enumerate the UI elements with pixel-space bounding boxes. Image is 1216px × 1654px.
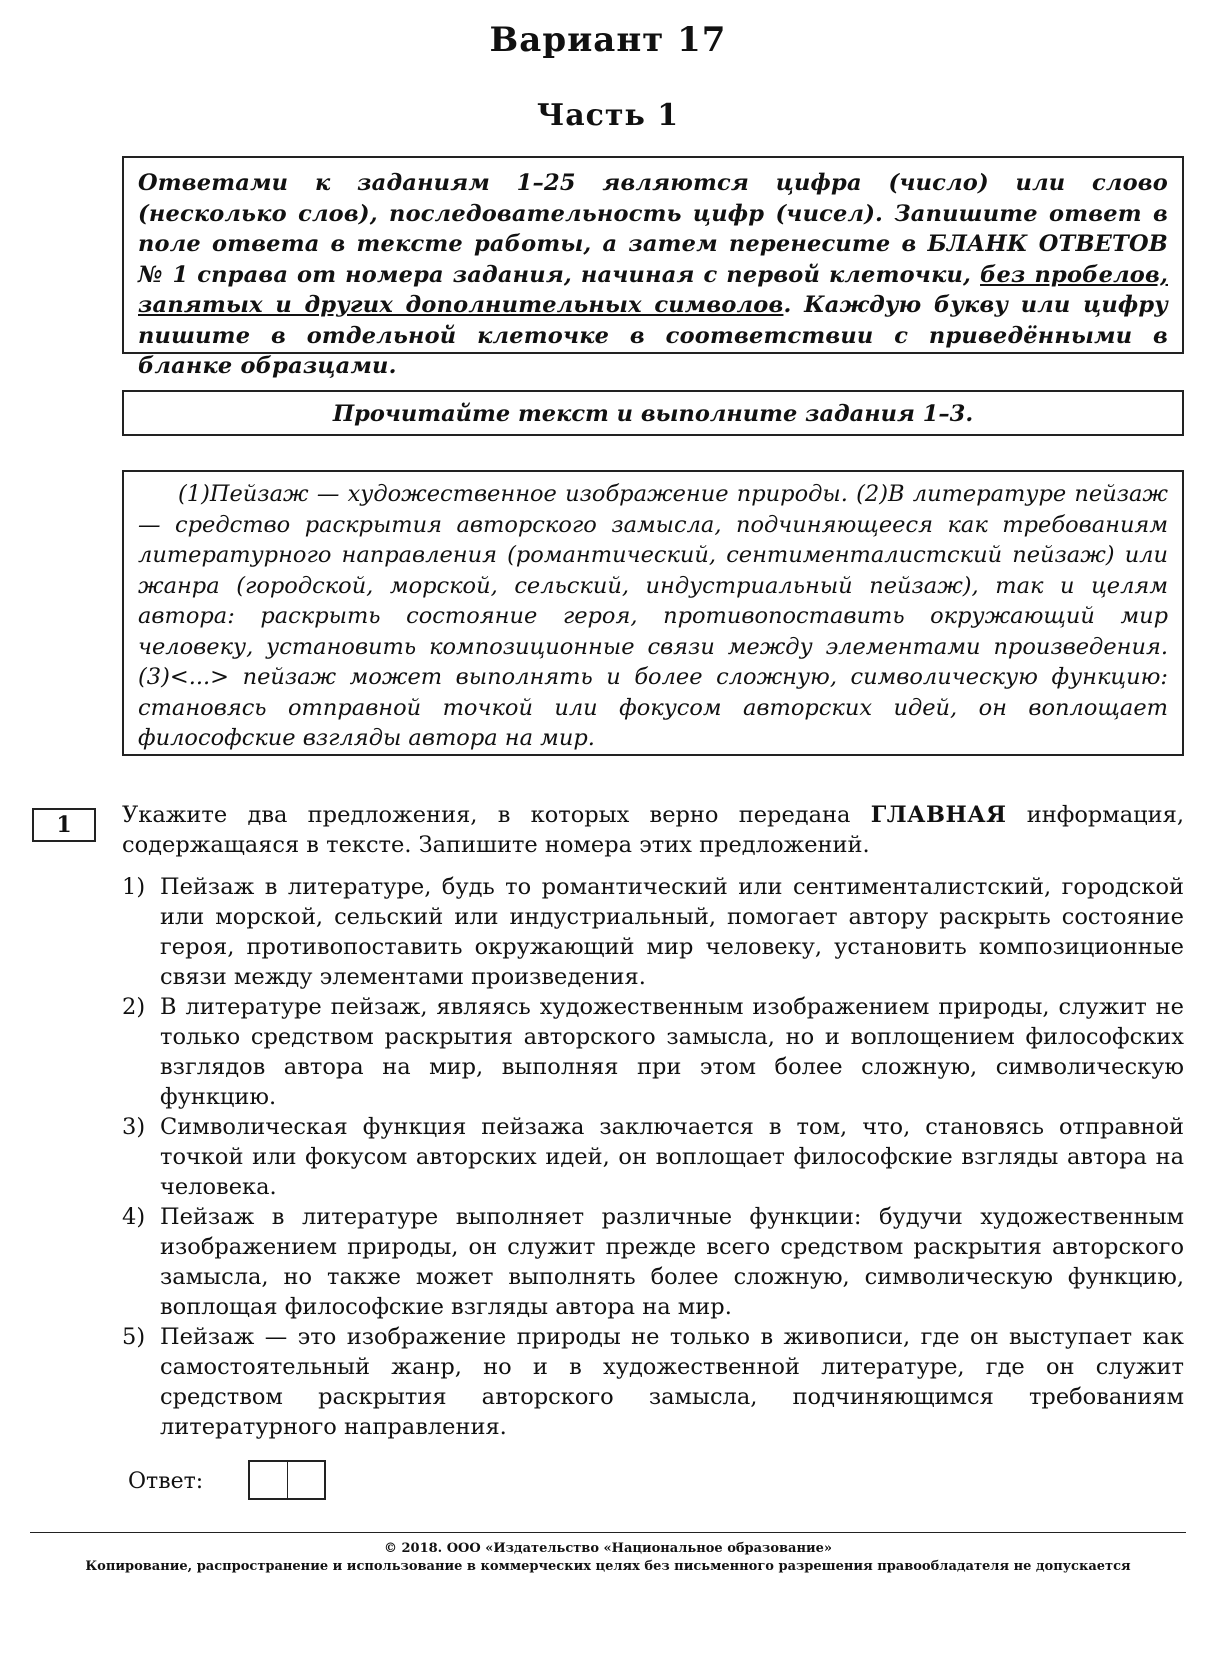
answer-cell[interactable] <box>287 1462 325 1498</box>
instructions-text-b: . Каждую букву или цифру пишите в отдельной клеточке в соответствии с приведёнными в бланке образцами. <box>138 292 1168 379</box>
option-number: 4) <box>122 1204 146 1230</box>
answer-cell[interactable] <box>250 1462 287 1498</box>
question-text-a: Укажите два предложения, в которых верно передана <box>122 802 871 828</box>
option-number: 2) <box>122 994 146 1020</box>
footer-copyright: © 2018. ООО «Издательство «Национальное образование» <box>383 1541 833 1556</box>
answer-options <box>122 872 1184 1442</box>
option-text: В литературе пейзаж, являясь художественным изображением природы, служит не только средством раскрытия авторского замысла, но и воплощением философских взглядов автора на мир, выполняя при этом более сложную, символическую функцию. <box>160 994 1184 1110</box>
option-item <box>122 1322 1184 1442</box>
reading-prompt-box <box>122 390 1184 436</box>
option-item <box>122 1112 1184 1202</box>
reading-prompt: Прочитайте текст и выполните задания 1–3. <box>332 401 974 427</box>
task-number-box: 1 <box>32 808 96 842</box>
passage-text: (1)Пейзаж — художественное изображение природы. (2)В литературе пейзаж — средство раскрытия авторского замысла, подчиняющееся как требованиям литературного направления (романтический, сентименталистский пейзаж) или жанра (городской, морской, сельский, индустриальный пейзаж), так и целям автора: раскрыть состояние героя, противопоставить окружающий мир человеку, установить композиционные связи между элементами произведения. (3)<...> пейзаж может выполнять и более сложную, символическую функцию: становясь отправной точкой или фокусом авторских идей, он воплощает философские взгляды автора на мир. <box>138 481 1168 751</box>
option-text: Пейзаж в литературе, будь то романтический или сентименталистский, городской или морской, сельский или индустриальный, помогает автору раскрыть состояние героя, противопоставить окружающий мир человеку, установить композиционные связи между элементами произведения. <box>160 874 1184 990</box>
option-item <box>122 992 1184 1112</box>
question-text-b: информация, содержащаяся в тексте. Запишите номера этих предложений. <box>122 802 1184 858</box>
instructions-box <box>122 156 1184 379</box>
question-emphasis: ГЛАВНАЯ <box>870 802 1007 828</box>
instructions-underlined: без пробелов, запятых и других дополнительных символов <box>138 261 1168 318</box>
footer-notice: Копирование, распространение и использование в коммерческих целях без письменного разрешения правообладателя не допускается <box>85 1559 1131 1574</box>
task-question <box>122 800 1184 860</box>
option-text: Пейзаж — это изображение природы не только в живописи, где он выступает как самостоятельный жанр, но и в художественной литературе, где он служит средством раскрытия авторского замысла, подчиняющимся требованиям литературного направления. <box>160 1324 1184 1440</box>
option-item <box>122 1202 1184 1322</box>
option-text: Символическая функция пейзажа заключается в том, что, становясь отправной точкой или фокусом авторских идей, он воплощает философские взгляды автора на человека. <box>160 1114 1184 1200</box>
option-number: 3) <box>122 1114 146 1140</box>
answer-field[interactable] <box>248 1460 326 1500</box>
option-item <box>122 872 1184 992</box>
instructions-text-a: Ответами к заданиям 1–25 являются цифра (число) или слово (несколько слов), последовательность цифр (чисел). Запишите ответ в поле ответа в тексте работы, а затем перенесите в БЛАНК ОТВЕТОВ № 1 справа от номера задания, начиная с первой клеточки, <box>138 170 1168 288</box>
part-heading: Часть 1 <box>536 98 680 133</box>
footer-divider <box>30 1532 1186 1533</box>
option-number: 1) <box>122 874 146 900</box>
option-text: Пейзаж в литературе выполняет различные функции: будучи художественным изображением природы, он служит прежде всего средством раскрытия авторского замысла, но также может выполнять более сложную, символическую функцию, воплощая философские взгляды автора на мир. <box>160 1204 1184 1320</box>
page-title: Вариант 17 <box>489 20 727 60</box>
task-1 <box>122 800 1184 1442</box>
option-number: 5) <box>122 1324 146 1350</box>
passage-box <box>122 470 1184 756</box>
answer-label: Ответ: <box>128 1469 204 1494</box>
